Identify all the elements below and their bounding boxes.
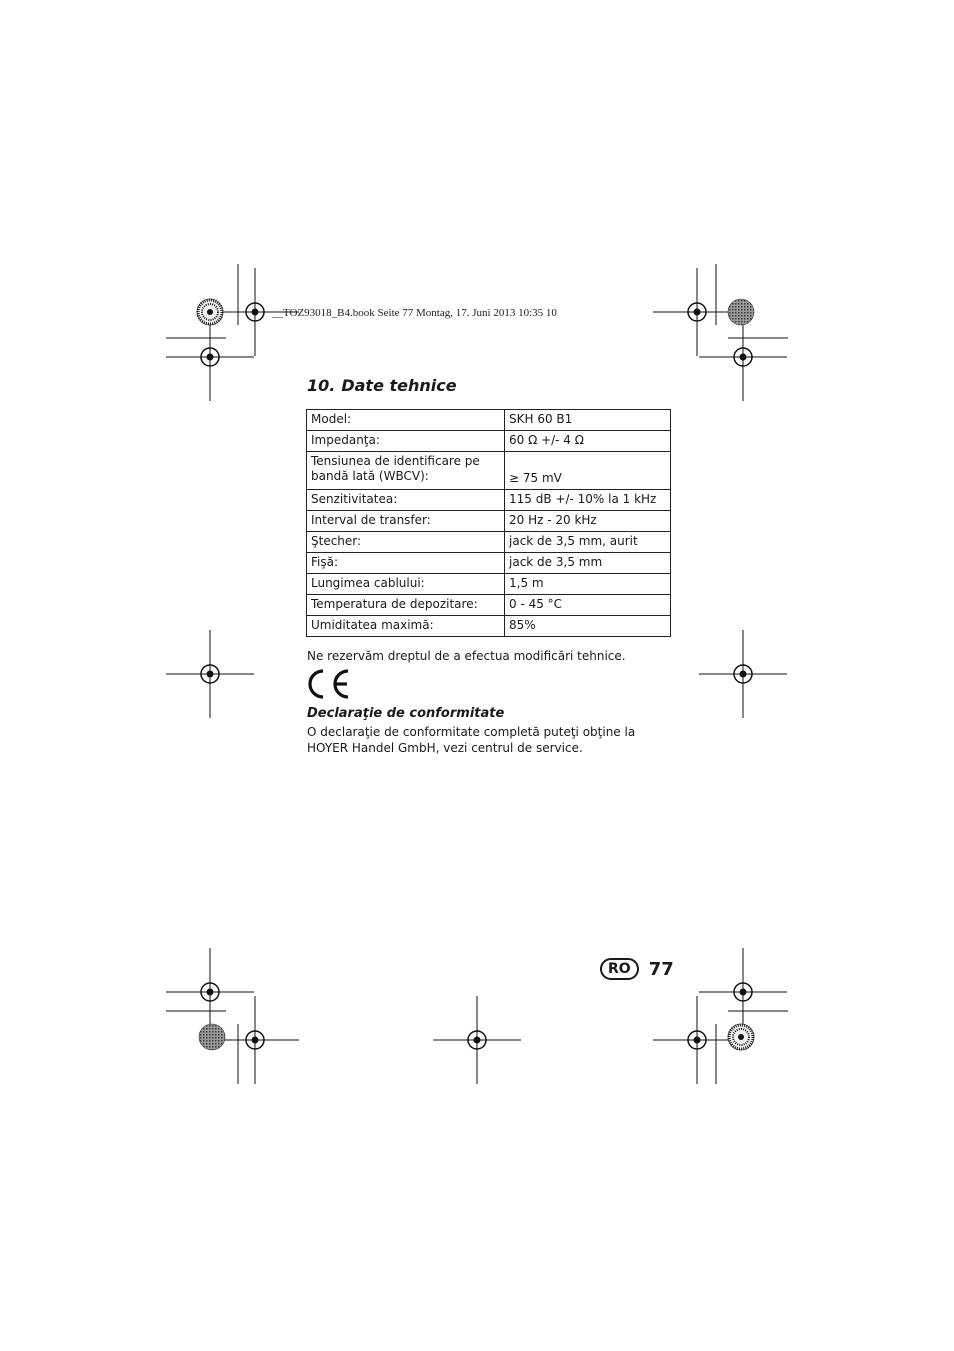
table-row [307,452,671,490]
declaration-text [307,724,647,756]
spec-value: 115 dB +/- 10% la 1 kHz [505,490,671,511]
table-row [307,616,671,637]
registration-burst [728,1024,754,1050]
ce-mark-logo [306,668,352,700]
spec-value: jack de 3,5 mm [505,553,671,574]
registration-mark [699,630,787,718]
spec-label: Lungimea cablului: [307,574,505,595]
language-badge: RO [600,958,639,980]
spec-value: 0 - 45 °C [505,595,671,616]
spec-label: Ştecher: [307,532,505,553]
page-footer [600,958,674,980]
table-row [307,410,671,431]
declaration-line-1: O declaraţie de conformitate completă puteţi obţine la [307,725,636,739]
section-title [307,376,457,395]
section-title-text: Date tehnice [341,376,457,395]
spec-value: 20 Hz - 20 kHz [505,511,671,532]
table-row [307,490,671,511]
technical-specs-table [306,409,671,637]
table-row [307,431,671,452]
spec-label: Tensiunea de identificare pe bandă lată (WBCV): [307,452,505,490]
registration-mark [166,630,254,718]
spec-value: 60 Ω +/- 4 Ω [505,431,671,452]
section-number: 10. [307,376,336,395]
registration-mark [433,996,521,1084]
table-row [307,532,671,553]
color-dot [728,299,754,325]
spec-value: ≥ 75 mV [505,452,671,490]
spec-label: Impedanţa: [307,431,505,452]
color-dot [199,1024,225,1050]
registration-mark [699,313,787,401]
registration-mark [699,948,787,1036]
spec-value: jack de 3,5 mm, aurit [505,532,671,553]
spec-value: SKH 60 B1 [505,410,671,431]
table-row [307,595,671,616]
spec-label: Senzitivitatea: [307,490,505,511]
spec-value: 85% [505,616,671,637]
spec-label: Umiditatea maximă: [307,616,505,637]
technical-changes-note: Ne rezervăm dreptul de a efectua modificări tehnice. [307,649,626,663]
spec-label: Fişă: [307,553,505,574]
declaration-line-2: HOYER Handel GmbH, vezi centrul de service. [307,741,583,755]
registration-mark [653,996,741,1084]
registration-mark [166,313,254,401]
table-row [307,553,671,574]
registration-burst [197,299,223,325]
registration-mark [166,948,254,1036]
book-header: __TOZ93018_B4.book Seite 77 Montag, 17. Juni 2013 10:35 10 [272,307,557,319]
spec-label: Model: [307,410,505,431]
spec-value: 1,5 m [505,574,671,595]
page-number: 77 [648,958,674,980]
table-row [307,574,671,595]
table-row [307,511,671,532]
spec-label: Temperatura de depozitare: [307,595,505,616]
declaration-title: Declaraţie de conformitate [307,706,505,721]
spec-label: Interval de transfer: [307,511,505,532]
